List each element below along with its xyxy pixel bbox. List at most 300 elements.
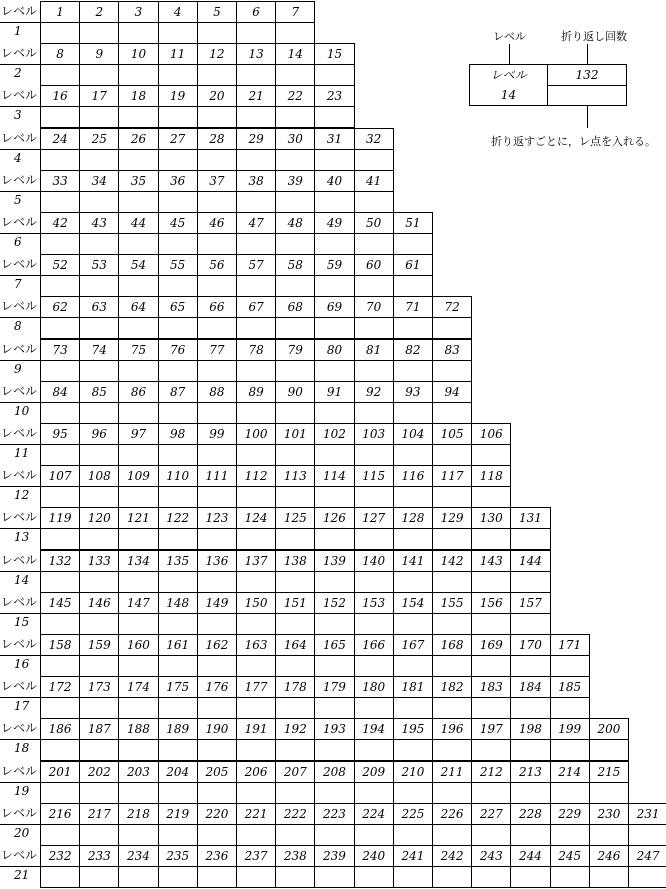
check-cell[interactable] — [314, 528, 354, 550]
check-cell[interactable] — [275, 233, 315, 255]
check-cell[interactable] — [432, 739, 472, 761]
check-cell[interactable] — [236, 613, 276, 635]
check-cell[interactable] — [79, 317, 119, 339]
number-cell: 91 — [314, 381, 354, 403]
check-cell[interactable] — [471, 739, 511, 761]
check-cell[interactable] — [79, 613, 119, 635]
check-cell[interactable] — [275, 824, 315, 846]
check-cell[interactable] — [510, 655, 550, 677]
number-cell: 9 — [79, 43, 119, 65]
check-cell[interactable] — [79, 782, 119, 804]
check-cell[interactable] — [354, 191, 394, 213]
check-cell[interactable] — [197, 866, 237, 888]
check-cell[interactable] — [354, 149, 394, 171]
check-cell[interactable] — [314, 571, 354, 593]
check-cell[interactable] — [314, 697, 354, 719]
check-cell[interactable] — [432, 402, 472, 424]
check-cell[interactable] — [354, 486, 394, 508]
check-cell[interactable] — [510, 866, 550, 888]
check-cell[interactable] — [40, 106, 80, 128]
check-cell[interactable] — [158, 655, 198, 677]
check-cell[interactable] — [510, 782, 550, 804]
level-number: 11 — [14, 446, 30, 460]
check-cell[interactable] — [314, 824, 354, 846]
check-cell[interactable] — [275, 22, 315, 44]
check-cell[interactable] — [40, 486, 80, 508]
check-cell[interactable] — [197, 824, 237, 846]
check-cell[interactable] — [236, 739, 276, 761]
check-cell[interactable] — [354, 571, 394, 593]
check-cell[interactable] — [432, 444, 472, 466]
check-cell[interactable] — [158, 106, 198, 128]
check-cell[interactable] — [40, 402, 80, 424]
check-cell[interactable] — [275, 317, 315, 339]
number-cell: 188 — [118, 718, 158, 740]
check-cell[interactable] — [40, 782, 80, 804]
check-cell[interactable] — [393, 402, 433, 424]
check-cell[interactable] — [79, 106, 119, 128]
check-cell[interactable] — [40, 444, 80, 466]
check-cell[interactable] — [589, 824, 629, 846]
check-cell[interactable] — [275, 655, 315, 677]
number-cell: 44 — [118, 212, 158, 234]
check-cell[interactable] — [236, 571, 276, 593]
check-cell[interactable] — [432, 697, 472, 719]
check-cell[interactable] — [275, 275, 315, 297]
check-cell[interactable] — [471, 655, 511, 677]
number-cell: 238 — [275, 845, 315, 867]
check-cell[interactable] — [197, 233, 237, 255]
check-cell[interactable] — [197, 149, 237, 171]
check-cell[interactable] — [628, 824, 666, 846]
check-cell[interactable] — [432, 866, 472, 888]
level-label: レベル — [1, 805, 38, 820]
check-cell[interactable] — [158, 22, 198, 44]
number-cell: 14 — [275, 43, 315, 65]
check-cell[interactable] — [79, 571, 119, 593]
number-cell: 162 — [197, 634, 237, 656]
check-cell[interactable] — [158, 444, 198, 466]
check-cell[interactable] — [79, 402, 119, 424]
check-cell[interactable] — [393, 486, 433, 508]
check-cell[interactable] — [197, 64, 237, 86]
check-cell[interactable] — [314, 782, 354, 804]
check-cell[interactable] — [40, 317, 80, 339]
check-cell[interactable] — [314, 149, 354, 171]
check-cell[interactable] — [628, 866, 666, 888]
check-cell[interactable] — [432, 782, 472, 804]
check-cell[interactable] — [393, 782, 433, 804]
check-cell[interactable] — [118, 824, 158, 846]
check-cell[interactable] — [354, 360, 394, 382]
number-cell: 3 — [118, 1, 158, 23]
check-cell[interactable] — [40, 233, 80, 255]
check-cell[interactable] — [197, 444, 237, 466]
check-cell[interactable] — [236, 22, 276, 44]
check-cell[interactable] — [118, 571, 158, 593]
number-cell: 20 — [197, 85, 237, 107]
check-cell[interactable] — [275, 360, 315, 382]
check-cell[interactable] — [314, 866, 354, 888]
number-cell: 163 — [236, 634, 276, 656]
check-cell[interactable] — [589, 782, 629, 804]
check-cell[interactable] — [236, 866, 276, 888]
check-cell[interactable] — [314, 64, 354, 86]
number-cell: 207 — [275, 761, 315, 783]
check-cell[interactable] — [197, 402, 237, 424]
check-cell[interactable] — [79, 233, 119, 255]
number-cell: 138 — [275, 550, 315, 572]
level-divider — [0, 613, 40, 614]
check-cell[interactable] — [432, 571, 472, 593]
check-cell[interactable] — [275, 613, 315, 635]
check-cell[interactable] — [40, 824, 80, 846]
check-cell[interactable] — [354, 697, 394, 719]
check-cell[interactable] — [158, 64, 198, 86]
check-cell[interactable] — [236, 528, 276, 550]
check-cell[interactable] — [40, 275, 80, 297]
number-cell: 5 — [197, 1, 237, 23]
check-cell[interactable] — [40, 613, 80, 635]
check-cell[interactable] — [118, 402, 158, 424]
check-cell[interactable] — [118, 22, 158, 44]
check-cell[interactable] — [275, 402, 315, 424]
check-cell[interactable] — [40, 697, 80, 719]
check-cell[interactable] — [158, 275, 198, 297]
check-cell[interactable] — [471, 782, 511, 804]
check-cell[interactable] — [393, 739, 433, 761]
check-cell[interactable] — [118, 528, 158, 550]
check-cell[interactable] — [432, 317, 472, 339]
check-cell[interactable] — [236, 106, 276, 128]
check-cell[interactable] — [118, 613, 158, 635]
check-cell[interactable] — [158, 866, 198, 888]
check-cell[interactable] — [79, 866, 119, 888]
check-cell[interactable] — [197, 613, 237, 635]
check-cell[interactable] — [197, 655, 237, 677]
number-cell: 149 — [197, 592, 237, 614]
check-cell[interactable] — [118, 64, 158, 86]
check-cell[interactable] — [550, 697, 590, 719]
check-cell[interactable] — [314, 275, 354, 297]
check-cell[interactable] — [393, 697, 433, 719]
check-cell[interactable] — [158, 402, 198, 424]
check-cell[interactable] — [197, 486, 237, 508]
number-cell: 243 — [471, 845, 511, 867]
check-cell[interactable] — [275, 64, 315, 86]
check-cell[interactable] — [158, 360, 198, 382]
check-cell[interactable] — [432, 360, 472, 382]
check-cell[interactable] — [510, 824, 550, 846]
number-cell: 10 — [118, 43, 158, 65]
number-cell: 187 — [79, 718, 119, 740]
check-cell[interactable] — [40, 528, 80, 550]
check-cell[interactable] — [354, 866, 394, 888]
check-cell[interactable] — [79, 824, 119, 846]
check-cell[interactable] — [275, 697, 315, 719]
check-cell[interactable] — [510, 697, 550, 719]
check-cell[interactable] — [393, 444, 433, 466]
check-cell[interactable] — [197, 191, 237, 213]
check-cell[interactable] — [393, 317, 433, 339]
check-cell[interactable] — [40, 571, 80, 593]
check-cell[interactable] — [275, 739, 315, 761]
check-cell[interactable] — [236, 697, 276, 719]
check-cell[interactable] — [314, 233, 354, 255]
check-cell[interactable] — [118, 486, 158, 508]
check-cell[interactable] — [354, 402, 394, 424]
check-cell[interactable] — [197, 106, 237, 128]
check-cell[interactable] — [354, 655, 394, 677]
check-cell[interactable] — [79, 444, 119, 466]
check-cell[interactable] — [236, 317, 276, 339]
check-cell[interactable] — [40, 866, 80, 888]
check-cell[interactable] — [118, 233, 158, 255]
check-cell[interactable] — [275, 866, 315, 888]
level-number: 14 — [14, 572, 30, 587]
check-cell[interactable] — [236, 275, 276, 297]
check-cell[interactable] — [158, 782, 198, 804]
check-cell[interactable] — [158, 739, 198, 761]
check-cell[interactable] — [550, 655, 590, 677]
number-cell: 74 — [79, 339, 119, 361]
check-cell[interactable] — [471, 486, 511, 508]
check-cell[interactable] — [471, 444, 511, 466]
check-cell[interactable] — [432, 528, 472, 550]
number-cell: 95 — [40, 423, 80, 445]
check-cell[interactable] — [236, 655, 276, 677]
check-cell[interactable] — [236, 402, 276, 424]
check-cell[interactable] — [471, 613, 511, 635]
check-cell[interactable] — [118, 444, 158, 466]
number-cell: 218 — [118, 803, 158, 825]
check-cell[interactable] — [197, 697, 237, 719]
number-cell: 165 — [314, 634, 354, 656]
check-cell[interactable] — [510, 571, 550, 593]
check-cell[interactable] — [314, 360, 354, 382]
check-cell[interactable] — [432, 824, 472, 846]
check-cell[interactable] — [79, 360, 119, 382]
number-cell: 146 — [79, 592, 119, 614]
check-cell[interactable] — [118, 317, 158, 339]
check-cell[interactable] — [275, 528, 315, 550]
check-cell[interactable] — [236, 824, 276, 846]
check-cell[interactable] — [118, 106, 158, 128]
check-cell[interactable] — [314, 191, 354, 213]
check-cell[interactable] — [236, 149, 276, 171]
check-cell[interactable] — [40, 64, 80, 86]
check-cell[interactable] — [471, 697, 511, 719]
check-cell[interactable] — [236, 191, 276, 213]
check-cell[interactable] — [118, 360, 158, 382]
check-cell[interactable] — [158, 528, 198, 550]
check-cell[interactable] — [510, 739, 550, 761]
check-cell[interactable] — [79, 486, 119, 508]
check-cell[interactable] — [118, 149, 158, 171]
check-cell[interactable] — [40, 191, 80, 213]
number-cell: 232 — [40, 845, 80, 867]
number-cell: 158 — [40, 634, 80, 656]
check-cell[interactable] — [79, 149, 119, 171]
check-cell[interactable] — [471, 866, 511, 888]
number-cell: 150 — [236, 592, 276, 614]
number-cell: 209 — [354, 761, 394, 783]
check-cell[interactable] — [40, 22, 80, 44]
check-cell[interactable] — [314, 613, 354, 635]
check-cell[interactable] — [314, 106, 354, 128]
check-cell[interactable] — [158, 571, 198, 593]
check-cell[interactable] — [236, 233, 276, 255]
check-cell[interactable] — [314, 317, 354, 339]
check-cell[interactable] — [79, 191, 119, 213]
check-cell[interactable] — [510, 528, 550, 550]
check-cell[interactable] — [471, 571, 511, 593]
check-cell[interactable] — [393, 360, 433, 382]
check-cell[interactable] — [393, 866, 433, 888]
check-cell[interactable] — [432, 613, 472, 635]
check-cell[interactable] — [236, 782, 276, 804]
check-cell[interactable] — [79, 528, 119, 550]
check-cell[interactable] — [393, 655, 433, 677]
check-cell[interactable] — [314, 739, 354, 761]
number-cell: 23 — [314, 85, 354, 107]
check-cell[interactable] — [158, 233, 198, 255]
check-cell[interactable] — [550, 866, 590, 888]
check-cell[interactable] — [158, 149, 198, 171]
check-cell[interactable] — [393, 571, 433, 593]
level-divider — [0, 360, 40, 361]
check-cell[interactable] — [197, 275, 237, 297]
check-cell[interactable] — [589, 866, 629, 888]
check-cell[interactable] — [393, 528, 433, 550]
check-cell[interactable] — [589, 739, 629, 761]
check-cell[interactable] — [275, 191, 315, 213]
check-cell[interactable] — [40, 360, 80, 382]
check-cell[interactable] — [314, 402, 354, 424]
level-divider — [0, 782, 40, 783]
check-cell[interactable] — [354, 739, 394, 761]
check-cell[interactable] — [393, 233, 433, 255]
check-cell[interactable] — [314, 486, 354, 508]
check-cell[interactable] — [197, 528, 237, 550]
check-cell[interactable] — [197, 782, 237, 804]
check-cell[interactable] — [236, 486, 276, 508]
check-cell[interactable] — [118, 866, 158, 888]
number-cell: 205 — [197, 761, 237, 783]
check-cell[interactable] — [79, 697, 119, 719]
number-cell: 89 — [236, 381, 276, 403]
number-cell: 164 — [275, 634, 315, 656]
check-cell[interactable] — [79, 739, 119, 761]
check-cell[interactable] — [354, 233, 394, 255]
check-cell[interactable] — [158, 486, 198, 508]
check-cell[interactable] — [158, 697, 198, 719]
check-cell[interactable] — [275, 149, 315, 171]
check-cell[interactable] — [354, 528, 394, 550]
number-cell: 141 — [393, 550, 433, 572]
check-cell[interactable] — [275, 444, 315, 466]
check-cell[interactable] — [275, 782, 315, 804]
check-cell[interactable] — [158, 613, 198, 635]
number-cell: 144 — [510, 550, 550, 572]
check-cell[interactable] — [118, 655, 158, 677]
check-cell[interactable] — [197, 22, 237, 44]
check-cell[interactable] — [118, 191, 158, 213]
level-number: 12 — [14, 488, 30, 503]
check-cell[interactable] — [158, 317, 198, 339]
number-cell: 115 — [354, 465, 394, 487]
check-cell[interactable] — [79, 275, 119, 297]
level-label: レベル — [1, 637, 38, 651]
check-cell[interactable] — [550, 739, 590, 761]
check-cell[interactable] — [550, 824, 590, 846]
check-cell[interactable] — [79, 22, 119, 44]
check-cell[interactable] — [275, 571, 315, 593]
level-number: 4 — [14, 150, 22, 165]
check-cell[interactable] — [510, 613, 550, 635]
number-cell: 234 — [118, 845, 158, 867]
check-cell[interactable] — [197, 360, 237, 382]
check-cell[interactable] — [432, 655, 472, 677]
check-cell[interactable] — [275, 106, 315, 128]
check-cell[interactable] — [275, 486, 315, 508]
check-cell[interactable] — [471, 824, 511, 846]
check-cell[interactable] — [118, 275, 158, 297]
check-cell[interactable] — [314, 444, 354, 466]
check-cell[interactable] — [118, 697, 158, 719]
number-cell: 211 — [432, 761, 472, 783]
check-cell[interactable] — [79, 64, 119, 86]
check-cell[interactable] — [314, 655, 354, 677]
check-cell[interactable] — [40, 739, 80, 761]
check-cell[interactable] — [40, 655, 80, 677]
check-cell[interactable] — [354, 782, 394, 804]
check-cell[interactable] — [79, 655, 119, 677]
check-cell[interactable] — [354, 317, 394, 339]
check-cell[interactable] — [393, 613, 433, 635]
check-cell[interactable] — [40, 149, 80, 171]
check-cell[interactable] — [236, 444, 276, 466]
check-cell[interactable] — [118, 782, 158, 804]
level-divider — [0, 106, 40, 107]
check-cell[interactable] — [158, 191, 198, 213]
level-number: 15 — [14, 614, 30, 629]
number-cell: 98 — [158, 423, 198, 445]
number-cell: 242 — [432, 845, 472, 867]
number-cell: 173 — [79, 676, 119, 698]
check-cell[interactable] — [158, 824, 198, 846]
check-cell[interactable] — [118, 739, 158, 761]
check-cell[interactable] — [471, 528, 511, 550]
number-cell: 88 — [197, 381, 237, 403]
check-cell[interactable] — [236, 360, 276, 382]
check-cell[interactable] — [354, 613, 394, 635]
check-cell[interactable] — [197, 317, 237, 339]
number-cell: 122 — [158, 507, 198, 529]
check-cell[interactable] — [393, 824, 433, 846]
check-cell[interactable] — [393, 275, 433, 297]
check-cell[interactable] — [432, 486, 472, 508]
check-cell[interactable] — [354, 824, 394, 846]
check-cell[interactable] — [550, 782, 590, 804]
check-cell[interactable] — [354, 275, 394, 297]
number-cell: 64 — [118, 296, 158, 318]
check-cell[interactable] — [197, 739, 237, 761]
check-cell[interactable] — [197, 571, 237, 593]
check-cell[interactable] — [236, 64, 276, 86]
number-cell: 7 — [275, 1, 315, 23]
check-cell[interactable] — [354, 444, 394, 466]
